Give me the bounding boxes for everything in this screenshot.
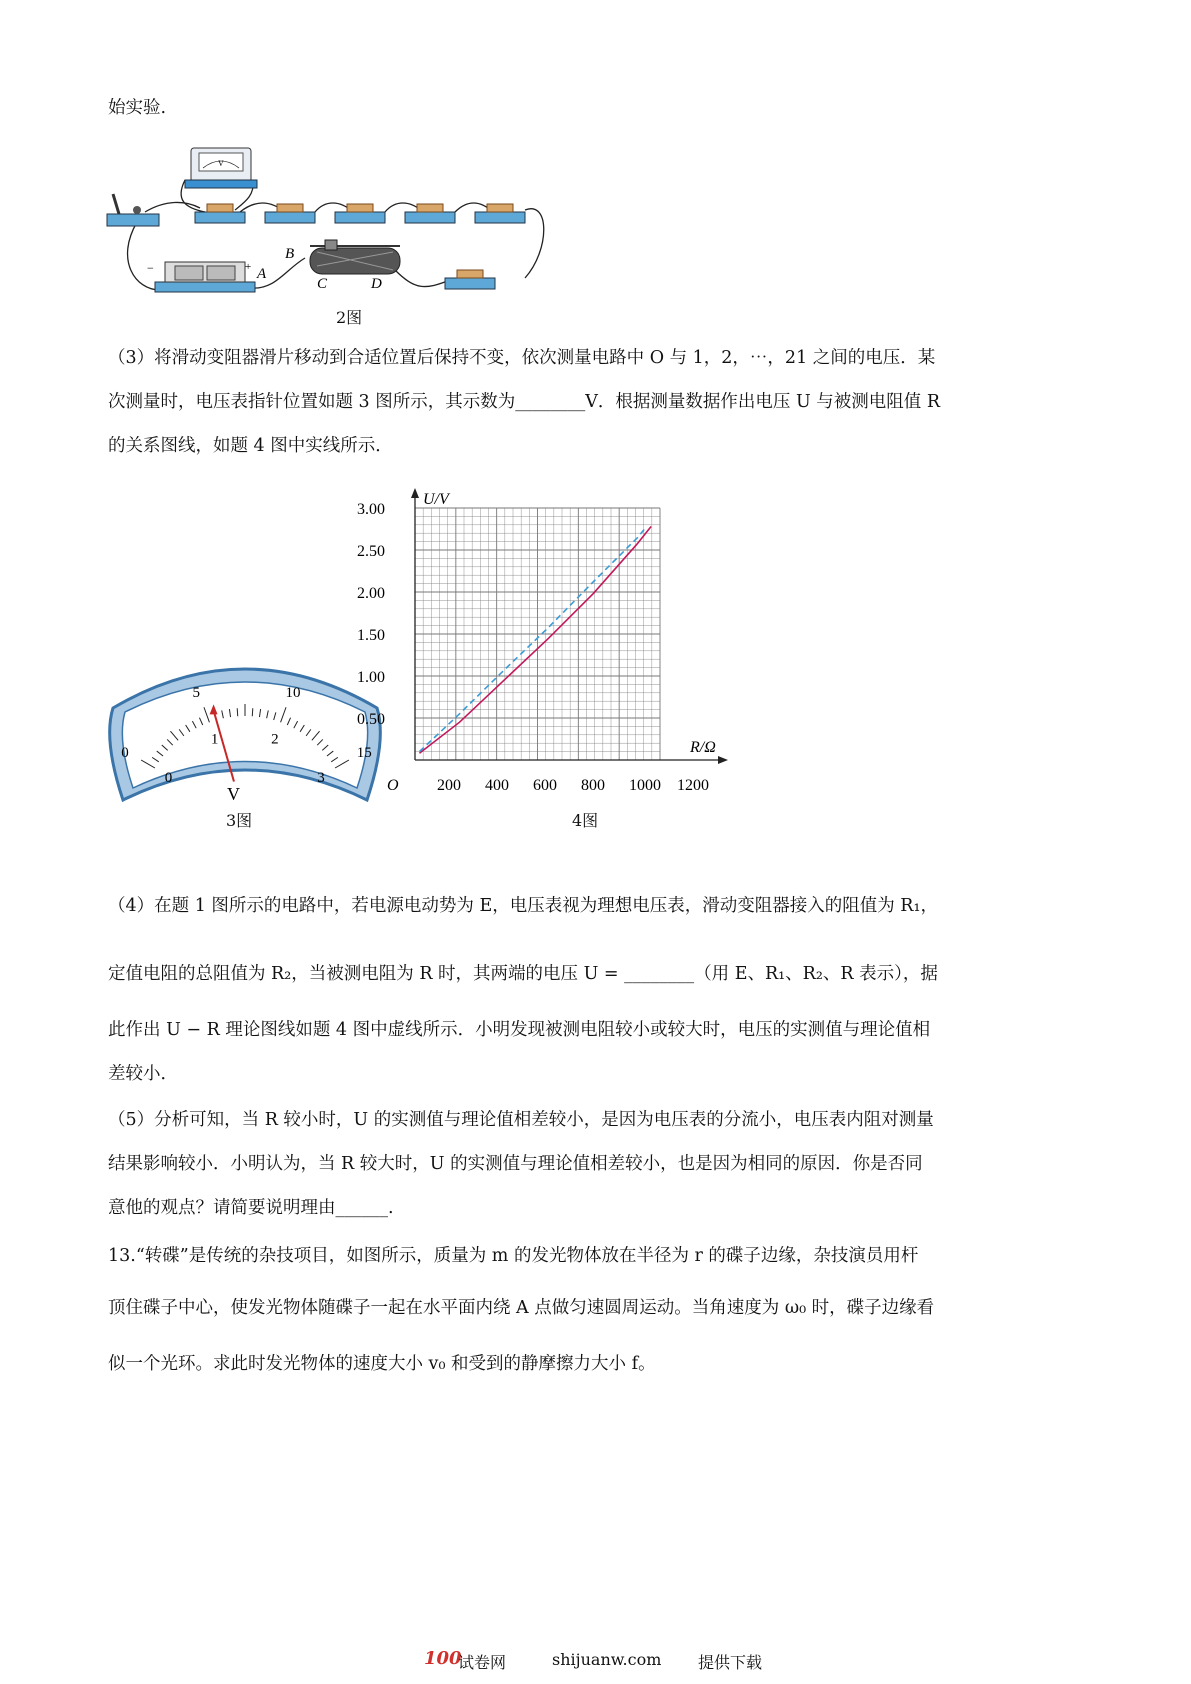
dial-outer-label: 5 — [192, 685, 200, 702]
q5-line-3: 意他的观点？请简要说明理由______. — [108, 1198, 394, 1218]
y-tick-label: 0.50 — [357, 711, 385, 728]
footer-logo: 100 — [424, 1648, 462, 1669]
q4-line-3: 此作出 U − R 理论图线如题 4 图中虚线所示．小明发现被测电阻较小或较大时，电压的实测值与理论值相 — [108, 1020, 931, 1040]
q3-line-2: 次测量时，电压表指针位置如题 3 图所示，其示数为________V．根据测量数据作出电压 U 与被测电阻值 R — [108, 392, 941, 412]
q13-line-2: 顶住碟子中心，使发光物体随碟子一起在水平面内绕 A 点做匀速圆周运动。当角速度为 ω₀ 时，碟子边缘看 — [108, 1298, 935, 1318]
y-tick-label: 2.50 — [357, 543, 385, 560]
x-tick-label: 200 — [437, 777, 461, 794]
y-tick-label: 3.00 — [357, 501, 385, 518]
y-tick-label: 1.00 — [357, 669, 385, 686]
y-axis-label: U/V — [423, 491, 449, 508]
svg-text:B: B — [285, 246, 295, 262]
svg-text:V: V — [218, 159, 224, 168]
dial-tick — [252, 708, 253, 716]
dial-inner-label: 2 — [271, 731, 279, 748]
x-axis-label: R/Ω — [690, 739, 716, 756]
footer-site-name: 试卷网 — [458, 1653, 507, 1672]
dial-inner-label: 1 — [210, 731, 219, 748]
battery-holder — [147, 261, 267, 292]
dial-tick — [237, 708, 238, 716]
x-tick-label: 400 — [485, 777, 509, 794]
q4-line-1: （4）在题 1 图所示的电路中，若电源电动势为 E，电压表视为理想电压表，滑动变阻器接入的阻值为 R₁， — [108, 896, 938, 916]
figure-2-caption: 2图 — [336, 308, 363, 327]
x-tick-label: 800 — [581, 777, 605, 794]
figure-3-caption: 3图 — [226, 811, 253, 830]
dial-inner-label: 0 — [164, 770, 173, 786]
switch-device — [107, 194, 159, 226]
origin-label: O — [387, 777, 399, 794]
dial-outer-label: 15 — [356, 745, 372, 761]
y-tick-label: 1.50 — [357, 627, 385, 644]
q4-line-4: 差较小． — [108, 1064, 178, 1084]
q4-line-2: 定值电阻的总阻值为 R₂，当被测电阻为 R 时，其两端的电压 U = ________（用 E、R₁、R₂、R 表示），据 — [108, 964, 938, 984]
y-axis-arrow — [411, 488, 419, 498]
voltmeter-device — [185, 148, 257, 188]
x-axis-arrow — [718, 756, 728, 764]
x-tick-label: 1200 — [677, 777, 709, 794]
svg-text:+: + — [245, 261, 252, 273]
dial-outer-label: 0 — [121, 745, 129, 761]
dial-outer-label: 10 — [285, 685, 301, 702]
svg-text:D: D — [371, 276, 382, 292]
figure-3-voltmeter-dial — [105, 650, 385, 830]
text-line-top: 始实验. — [108, 98, 167, 118]
figure-4-caption: 4图 — [572, 811, 599, 830]
x-tick-label: 600 — [533, 777, 557, 794]
svg-text:C: C — [317, 276, 328, 292]
dial-symbol: V — [227, 784, 240, 804]
q3-line-1: （3）将滑动变阻器滑片移动到合适位置后保持不变，依次测量电路中 O 与 1，2，⋯，21 之间的电压．某 — [108, 348, 936, 368]
q5-line-2: 结果影响较小．小明认为，当 R 较大时，U 的实测值与理论值相差较小，也是因为相同的原因．你是否同 — [108, 1154, 923, 1174]
q13-line-3: 似一个光环。求此时发光物体的速度大小 v₀ 和受到的静摩擦力大小 f。 — [108, 1354, 656, 1374]
x-tick-label: 1000 — [629, 777, 661, 794]
figure-4-chart — [357, 490, 785, 810]
q3-line-3: 的关系图线，如题 4 图中实线所示． — [108, 436, 393, 456]
rheostat-device — [285, 240, 400, 292]
figure-2-circuit — [105, 140, 585, 320]
q13-line-1: 13.“转碟”是传统的杂技项目，如图所示，质量为 m 的发光物体放在半径为 r 的碟子边缘，杂技演员用杆 — [108, 1246, 919, 1266]
footer-suffix: 提供下载 — [698, 1653, 763, 1672]
q5-line-1: （5）分析可知，当 R 较小时，U 的实测值与理论值相差较小，是因为电压表的分流小，电压表内阻对测量 — [108, 1110, 934, 1130]
dial-inner-label: 3 — [317, 770, 325, 786]
footer-domain: shijuanw.com — [552, 1650, 662, 1669]
y-tick-label: 2.00 — [357, 585, 385, 602]
svg-text:A: A — [257, 266, 267, 282]
svg-text:−: − — [147, 261, 154, 275]
